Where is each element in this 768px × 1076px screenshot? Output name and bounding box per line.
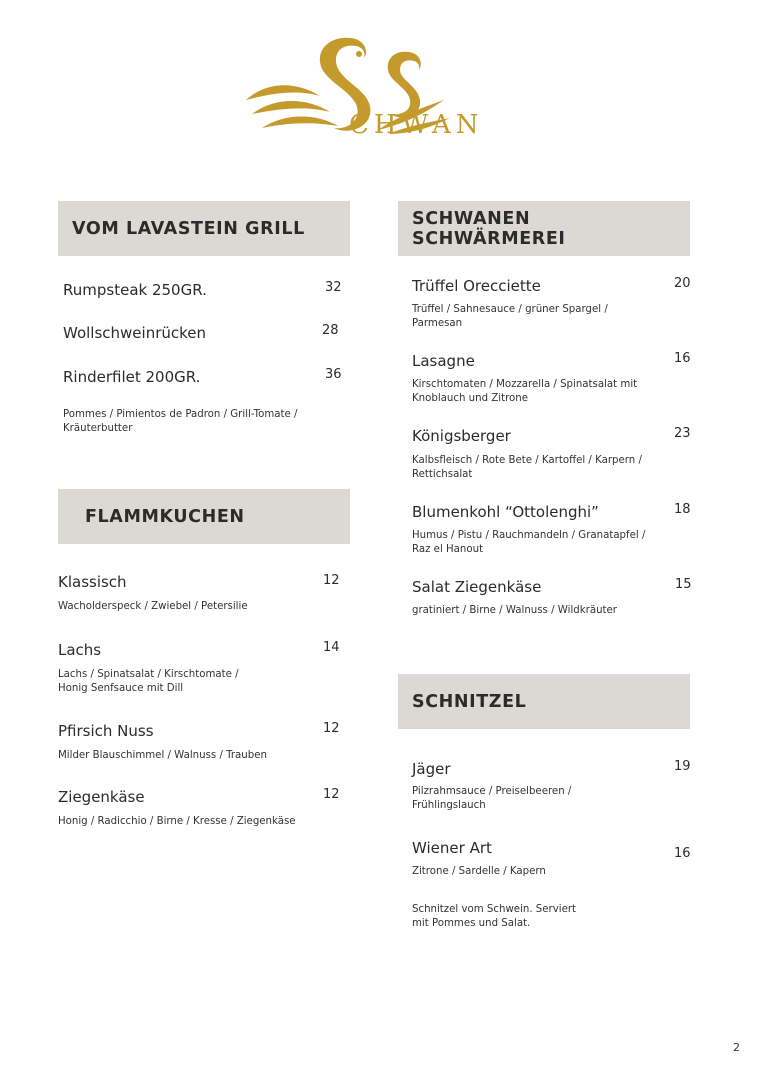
menu-item-price: 15 xyxy=(675,577,692,592)
menu-item-price: 14 xyxy=(323,640,340,655)
menu-item-price: 12 xyxy=(323,721,340,736)
menu-item-name: Wollschweinrücken xyxy=(63,324,207,342)
menu-item-name: Rumpsteak 250GR. xyxy=(63,281,207,299)
brand-name: CHWAN xyxy=(349,110,484,140)
section-header-schwaermerei xyxy=(398,201,690,256)
menu-item-desc: Wacholderspeck / Zwiebel / Petersilie xyxy=(58,601,248,612)
menu-item-price: 16 xyxy=(674,351,691,366)
menu-item-desc: Honig / Radicchio / Birne / Kresse / Ziegenkäse xyxy=(58,816,296,827)
section-title-flammkuchen: FLAMMKUCHEN xyxy=(85,506,245,527)
menu-item-desc: Kirschtomaten / Mozzarella / Spinatsalat mit Knoblauch und Zitrone xyxy=(412,379,638,404)
menu-item-name: Jäger xyxy=(412,760,451,778)
menu-item-name: Lachs xyxy=(58,641,102,659)
menu-item-desc: Humus / Pistu / Rauchmandeln / Granatapfel / Raz el Hanout xyxy=(412,530,646,555)
section-header-flammkuchen xyxy=(58,489,350,544)
menu-item-name: Blumenkohl “Ottolenghi” xyxy=(412,503,599,521)
section-title-schnitzel: SCHNITZEL xyxy=(412,691,527,712)
section-title-schwaermerei: SCHWANEN SCHWÄRMEREI xyxy=(412,208,566,249)
menu-item-price: 32 xyxy=(325,280,342,295)
schnitzel-note: Schnitzel vom Schwein. Serviert mit Pommes und Salat. xyxy=(412,904,577,929)
menu-item-desc: gratiniert / Birne / Walnuss / Wildkräuter xyxy=(412,605,617,616)
menu-item-name: Lasagne xyxy=(412,352,475,370)
brand-logo xyxy=(238,30,538,145)
menu-item-name: Pfirsich Nuss xyxy=(58,722,154,740)
menu-item-name: Ziegenkäse xyxy=(58,788,145,806)
menu-item-name: Rinderfilet 200GR. xyxy=(63,368,201,386)
menu-item-price: 12 xyxy=(323,573,340,588)
menu-item-price: 23 xyxy=(674,426,691,441)
menu-item-desc: Pilzrahmsauce / Preiselbeeren / Frühlingslauch xyxy=(412,786,572,811)
menu-item-desc: Kalbsfleisch / Rote Bete / Kartoffel / Karpern / Rettichsalat xyxy=(412,455,642,480)
section-title-grill: VOM LAVASTEIN GRILL xyxy=(72,218,305,239)
menu-item-price: 16 xyxy=(674,846,691,861)
menu-item-desc: Trüffel / Sahnesauce / grüner Spargel / Parmesan xyxy=(412,304,608,329)
menu-item-price: 19 xyxy=(674,759,691,774)
menu-item-name: Königsberger xyxy=(412,427,511,445)
grill-sides: Pommes / Pimientos de Padron / Grill-Tomate / Kräuterbutter xyxy=(63,409,298,434)
menu-item-price: 18 xyxy=(674,502,691,517)
menu-item-desc: Milder Blauschimmel / Walnuss / Trauben xyxy=(58,750,267,761)
menu-item-price: 28 xyxy=(322,323,339,338)
menu-item-price: 20 xyxy=(674,276,691,291)
menu-item-price: 12 xyxy=(323,787,340,802)
menu-item-desc: Zitrone / Sardelle / Kapern xyxy=(412,866,546,877)
menu-item-name: Wiener Art xyxy=(412,839,492,857)
menu-item-price: 36 xyxy=(325,367,342,382)
section-header-grill xyxy=(58,201,350,256)
menu-item-name: Klassisch xyxy=(58,573,127,591)
menu-item-desc: Lachs / Spinatsalat / Kirschtomate / Honig Senfsauce mit Dill xyxy=(58,669,239,694)
menu-item-name: Salat Ziegenkäse xyxy=(412,578,542,596)
page-number: 2 xyxy=(733,1041,740,1054)
section-header-schnitzel xyxy=(398,674,690,729)
menu-item-name: Trüffel Orecciette xyxy=(412,277,541,295)
